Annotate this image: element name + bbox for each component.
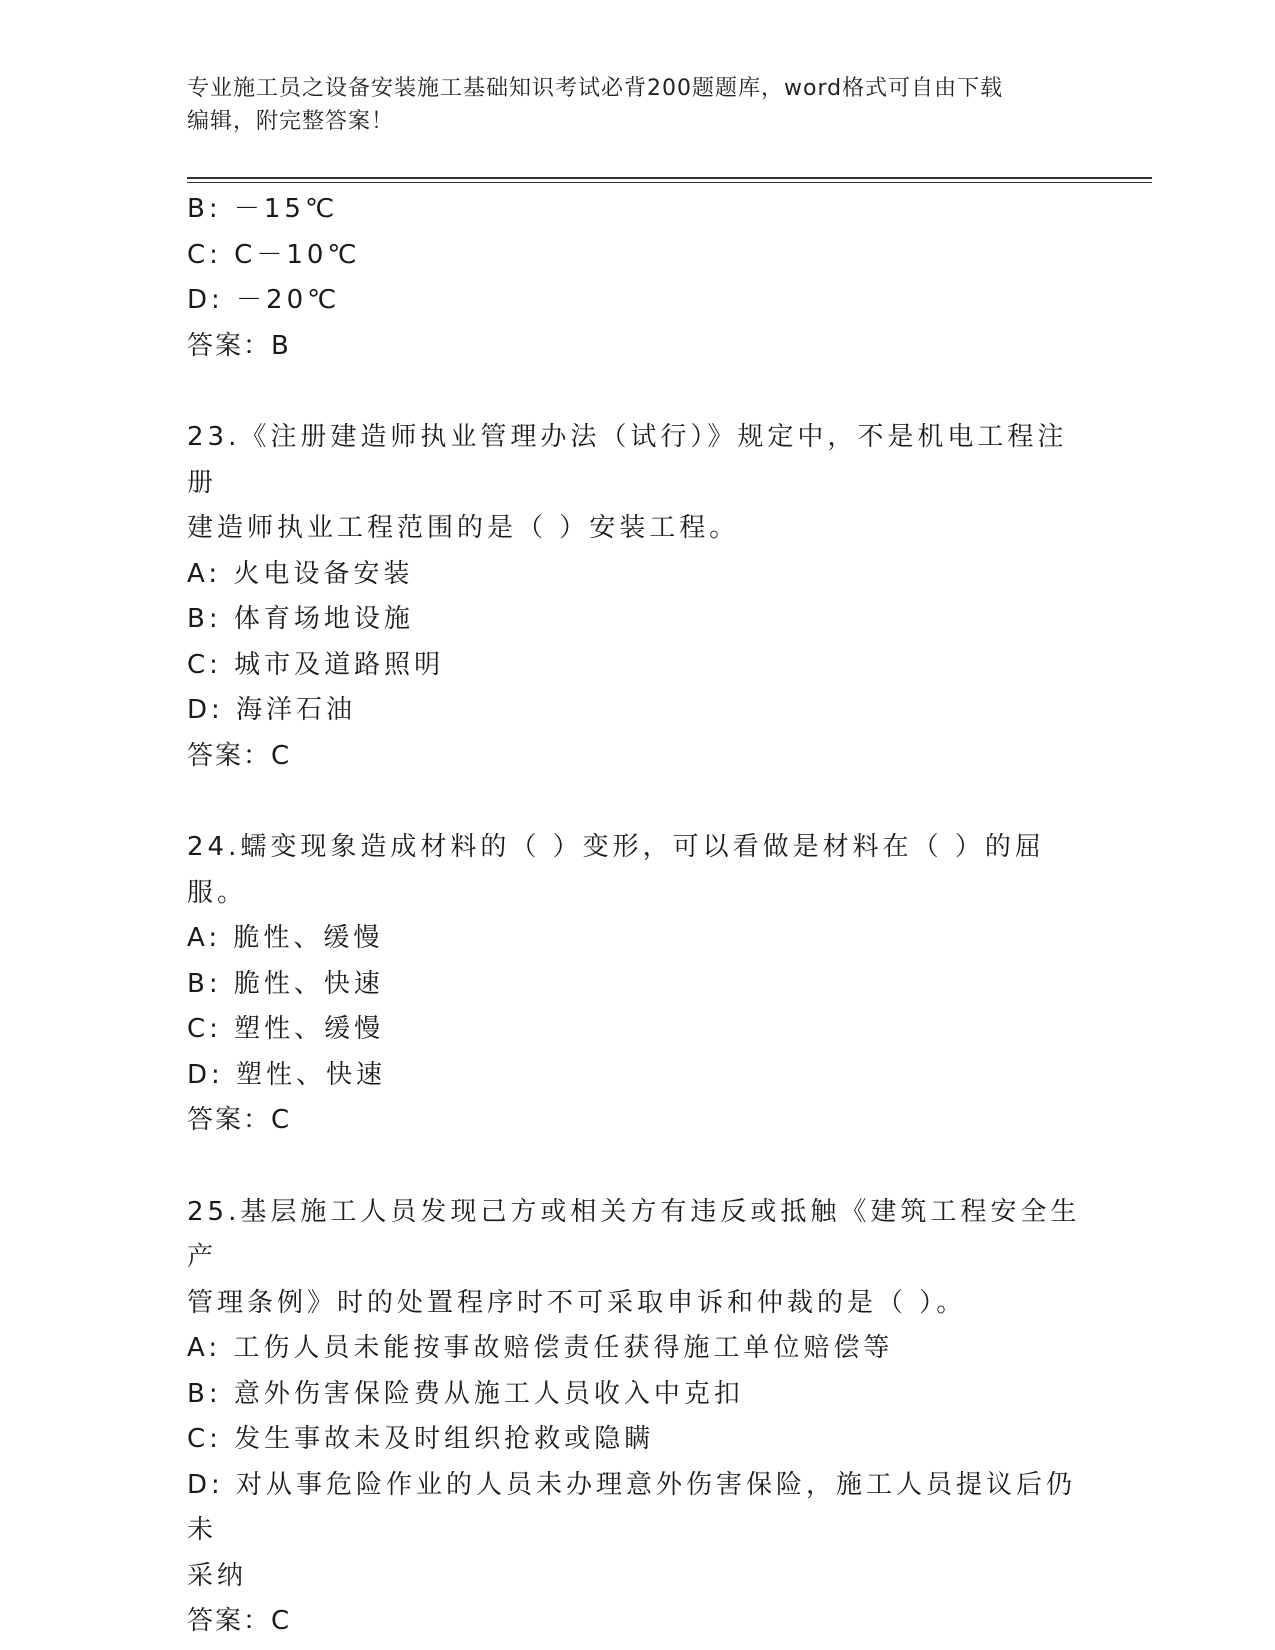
- question-stem-line: 23.《注册建造师执业管理办法（试行）》规定中，不是机电工程注册: [187, 422, 1068, 498]
- option-a: A: 火电设备安装: [187, 558, 414, 589]
- answer-line: 答案：C: [187, 1105, 292, 1135]
- answer-line: 答案：B: [187, 330, 291, 361]
- header-title-line-1: 专业施工员之设备安装施工基础知识考试必背200题题库，word格式可自由下载: [187, 76, 1004, 101]
- option-d: D: －20℃: [187, 285, 341, 315]
- question-25: [187, 1190, 1087, 1645]
- option-b: B: 体育场地设施: [187, 604, 414, 634]
- question-24: [187, 825, 1087, 1144]
- option-a: A: 工伤人员未能按事故赔偿责任获得施工单位赔偿等: [187, 1333, 894, 1363]
- option-c: C: 发生事故未及时组织抢救或隐瞒: [187, 1424, 655, 1454]
- question-stem-line: 建造师执业工程范围的是（ ）安装工程。: [187, 513, 740, 543]
- option-a: A: 脆性、缓慢: [187, 923, 384, 953]
- option-c: C: 塑性、缓慢: [187, 1014, 385, 1044]
- document-header: [187, 72, 1067, 138]
- question-list: [187, 187, 1087, 1645]
- header-title-line-2: 编辑，附完整答案！: [187, 109, 395, 134]
- question-23: [187, 415, 1087, 779]
- option-b: B: －15℃: [187, 194, 339, 224]
- option-b: B: 脆性、快速: [187, 968, 384, 999]
- option-c: C: 城市及道路照明: [187, 649, 445, 680]
- option-d: D: 塑性、快速: [187, 1059, 387, 1090]
- option-b: B: 意外伤害保险费从施工人员收入中克扣: [187, 1378, 744, 1409]
- answer-line: 答案：C: [187, 740, 292, 771]
- option-d: D: 海洋石油: [187, 695, 357, 725]
- question-stem-line: 25.基层施工人员发现己方或相关方有违反或抵触《建筑工程安全生产: [187, 1196, 1081, 1272]
- option-d: D: 对从事危险作业的人员未办理意外伤害保险，施工人员提议后仍未: [187, 1469, 1077, 1545]
- header-divider-thick: [187, 177, 1152, 179]
- option-d-continued: 采纳: [187, 1560, 248, 1591]
- header-divider-thin: [187, 182, 1152, 183]
- answer-line: 答案：C: [187, 1606, 292, 1636]
- option-c: C: C－10℃: [187, 239, 361, 270]
- question-stem-line: 管理条例》时的处置程序时不可采取申诉和仲裁的是（ ）。: [187, 1287, 967, 1318]
- question-stem-line: 24.蠕变现象造成材料的（ ）变形，可以看做是材料在（ ）的屈服。: [187, 832, 1045, 908]
- previous-question-tail: [187, 187, 1087, 369]
